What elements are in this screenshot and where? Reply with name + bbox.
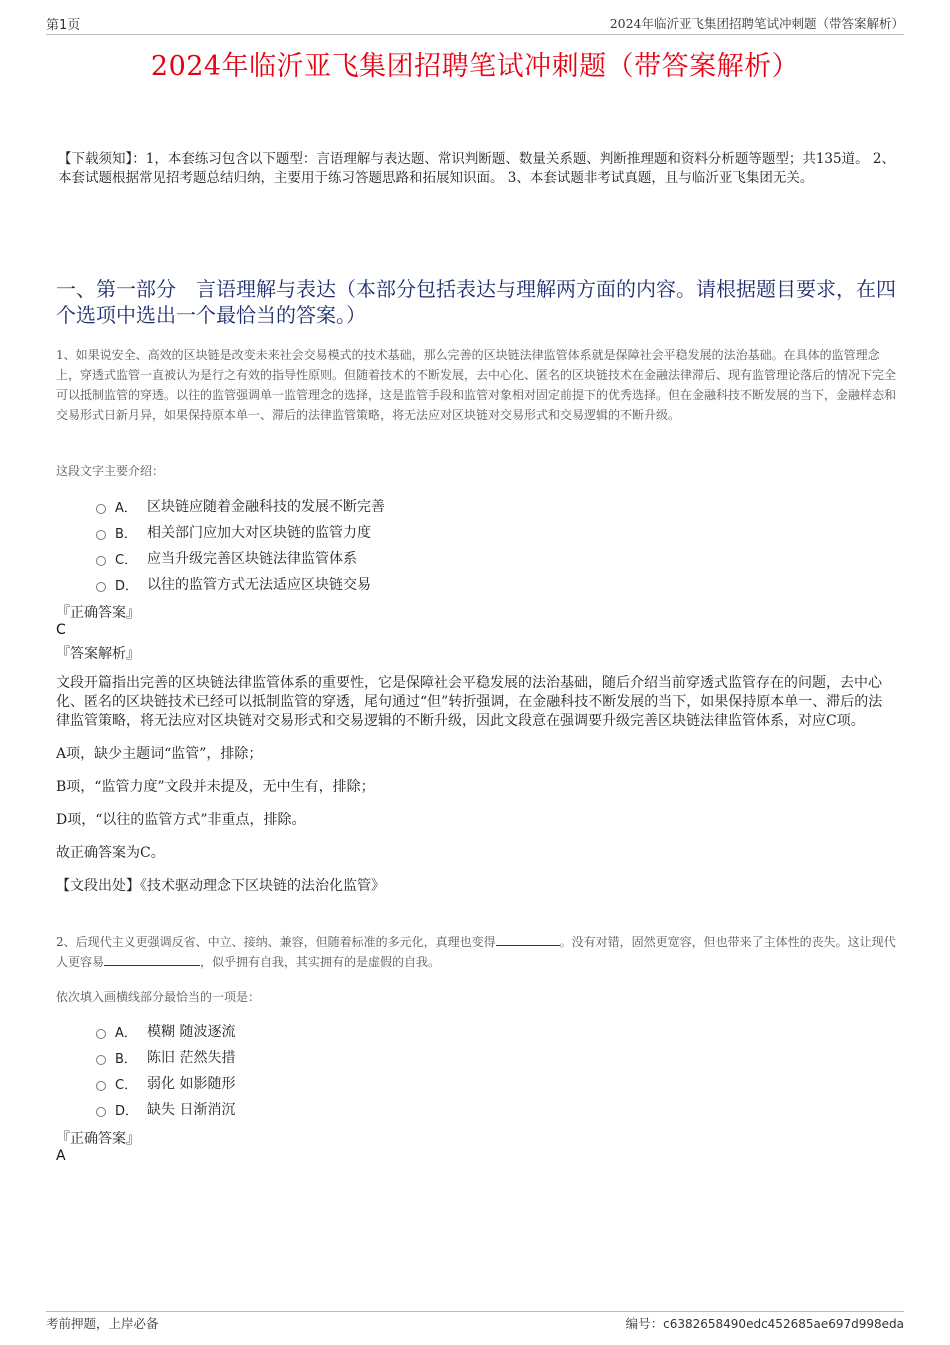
option-d[interactable]: D． 缺失 日渐消沉 [96, 1096, 235, 1122]
page-header [46, 14, 904, 35]
question-2-options [96, 1018, 235, 1122]
analysis-paragraph: 故正确答案为C。 [56, 845, 165, 861]
fill-blank-2 [104, 953, 200, 966]
radio-icon[interactable] [96, 504, 106, 514]
option-a[interactable]: A． 区块链应随着金融科技的发展不断完善 [96, 493, 385, 519]
section-heading: 一、第一部分 言语理解与表达（本部分包括表达与理解两方面的内容。请根据题目要求，在四个选项中选出一个最恰当的答案。） [56, 277, 896, 327]
analysis-paragraph: D项，“以往的监管方式”非重点，排除。 [56, 812, 306, 828]
radio-icon[interactable] [96, 1029, 106, 1039]
radio-icon[interactable] [96, 1055, 106, 1065]
option-d[interactable]: D． 以往的监管方式无法适应区块链交易 [96, 571, 385, 597]
answer-analysis [56, 674, 892, 910]
analysis-paragraph: A项，缺少主题词“监管”，排除； [56, 746, 263, 762]
correct-answer-label: 『正确答案』 [56, 1131, 140, 1147]
option-b[interactable]: B． 相关部门应加大对区块链的监管力度 [96, 519, 385, 545]
question-1-options [96, 493, 385, 597]
footer-code: 编号：c6382658490edc452685ae697d998eda [625, 1316, 904, 1331]
download-notice: 【下载须知】：1，本套练习包含以下题型：言语理解与表达题、常识判断题、数量关系题、判断推理题和资料分析题等题型；共135道。 2、本套试题根据常见招考题总结归纳，主要用于练习答题思路和拓展知识面。 3、本套试题非考试真题，且与临沂亚飞集团无关。 [58, 151, 895, 186]
header-doc-title: 2024年临沂亚飞集团招聘笔试冲刺题（带答案解析） [609, 16, 904, 31]
source-citation: 【文段出处】《技术驱动理念下区块链的法治化监管》 [56, 878, 385, 894]
option-c[interactable]: C． 应当升级完善区块链法律监管体系 [96, 545, 385, 571]
question-2-text: 2、后现代主义更强调反省、中立、接纳、兼容，但随着标准的多元化，真理也变得 。没有对错，固然更宽容，但也带来了主体性的丧失。这让现代人更容易 ，似乎拥有自我，其实拥有的是虚假的自我。 [56, 935, 896, 969]
option-b[interactable]: B． 陈旧 茫然失措 [96, 1044, 235, 1070]
option-a[interactable]: A． 模糊 随波逐流 [96, 1018, 235, 1044]
document-title: 2024年临沂亚飞集团招聘笔试冲刺题（带答案解析） [150, 51, 800, 82]
correct-answer: C [56, 622, 66, 638]
radio-icon[interactable] [96, 1081, 106, 1091]
correct-answer-label: 『正确答案』 [56, 605, 140, 621]
question-1-text: 1、如果说安全、高效的区块链是改变未来社会交易模式的技术基础，那么完善的区块链法律监管体系就是保障社会平稳发展的法治基础。在具体的监管理念上，穿透式监管一直被认为是行之有效的指导性原则。但随着技术的不断发展，去中心化、匿名的区块链技术在金融法律滞后、现有监管理论落后的情况下完全可以抵制监管的穿透。以往的监管强调单一监管理念的选择，这是监管手段和监管对象相对固定前提下的优秀选择。但在金融科技不断发展的当下，金融样态和交易形式日新月异，如果保持原本单一、滞后的法律监管策略，将无法应对区块链对交易形式和交易逻辑的不断升级。 [56, 348, 897, 422]
analysis-label: 『答案解析』 [56, 646, 140, 662]
radio-icon[interactable] [96, 582, 106, 592]
question-1-prompt: 这段文字主要介绍： [56, 464, 165, 478]
footer-slogan: 考前押题，上岸必备 [46, 1316, 159, 1331]
fill-blank-1 [496, 933, 560, 946]
option-c[interactable]: C． 弱化 如影随形 [96, 1070, 235, 1096]
page-number: 第1页 [46, 18, 81, 33]
radio-icon[interactable] [96, 1107, 106, 1117]
radio-icon[interactable] [96, 530, 106, 540]
page-footer [46, 1311, 904, 1332]
question-2-prompt: 依次填入画横线部分最恰当的一项是： [56, 990, 261, 1004]
analysis-paragraph: 文段开篇指出完善的区块链法律监管体系的重要性，它是保障社会平稳发展的法治基础，随后介绍当前穿透式监管存在的问题，去中心化、匿名的区块链技术已经可以抵制监管的穿透，尾句通过“但”转折强调，在金融科技不断发展的当下，如果保持原本单一、滞后的法律监管策略，将无法应对区块链对交易形式和交易逻辑的不断升级，因此文段意在强调要升级完善区块链法律监管体系，对应C项。 [56, 675, 883, 729]
radio-icon[interactable] [96, 556, 106, 566]
correct-answer: A [56, 1148, 66, 1164]
analysis-paragraph: B项，“监管力度”文段并未提及，无中生有，排除； [56, 779, 375, 795]
